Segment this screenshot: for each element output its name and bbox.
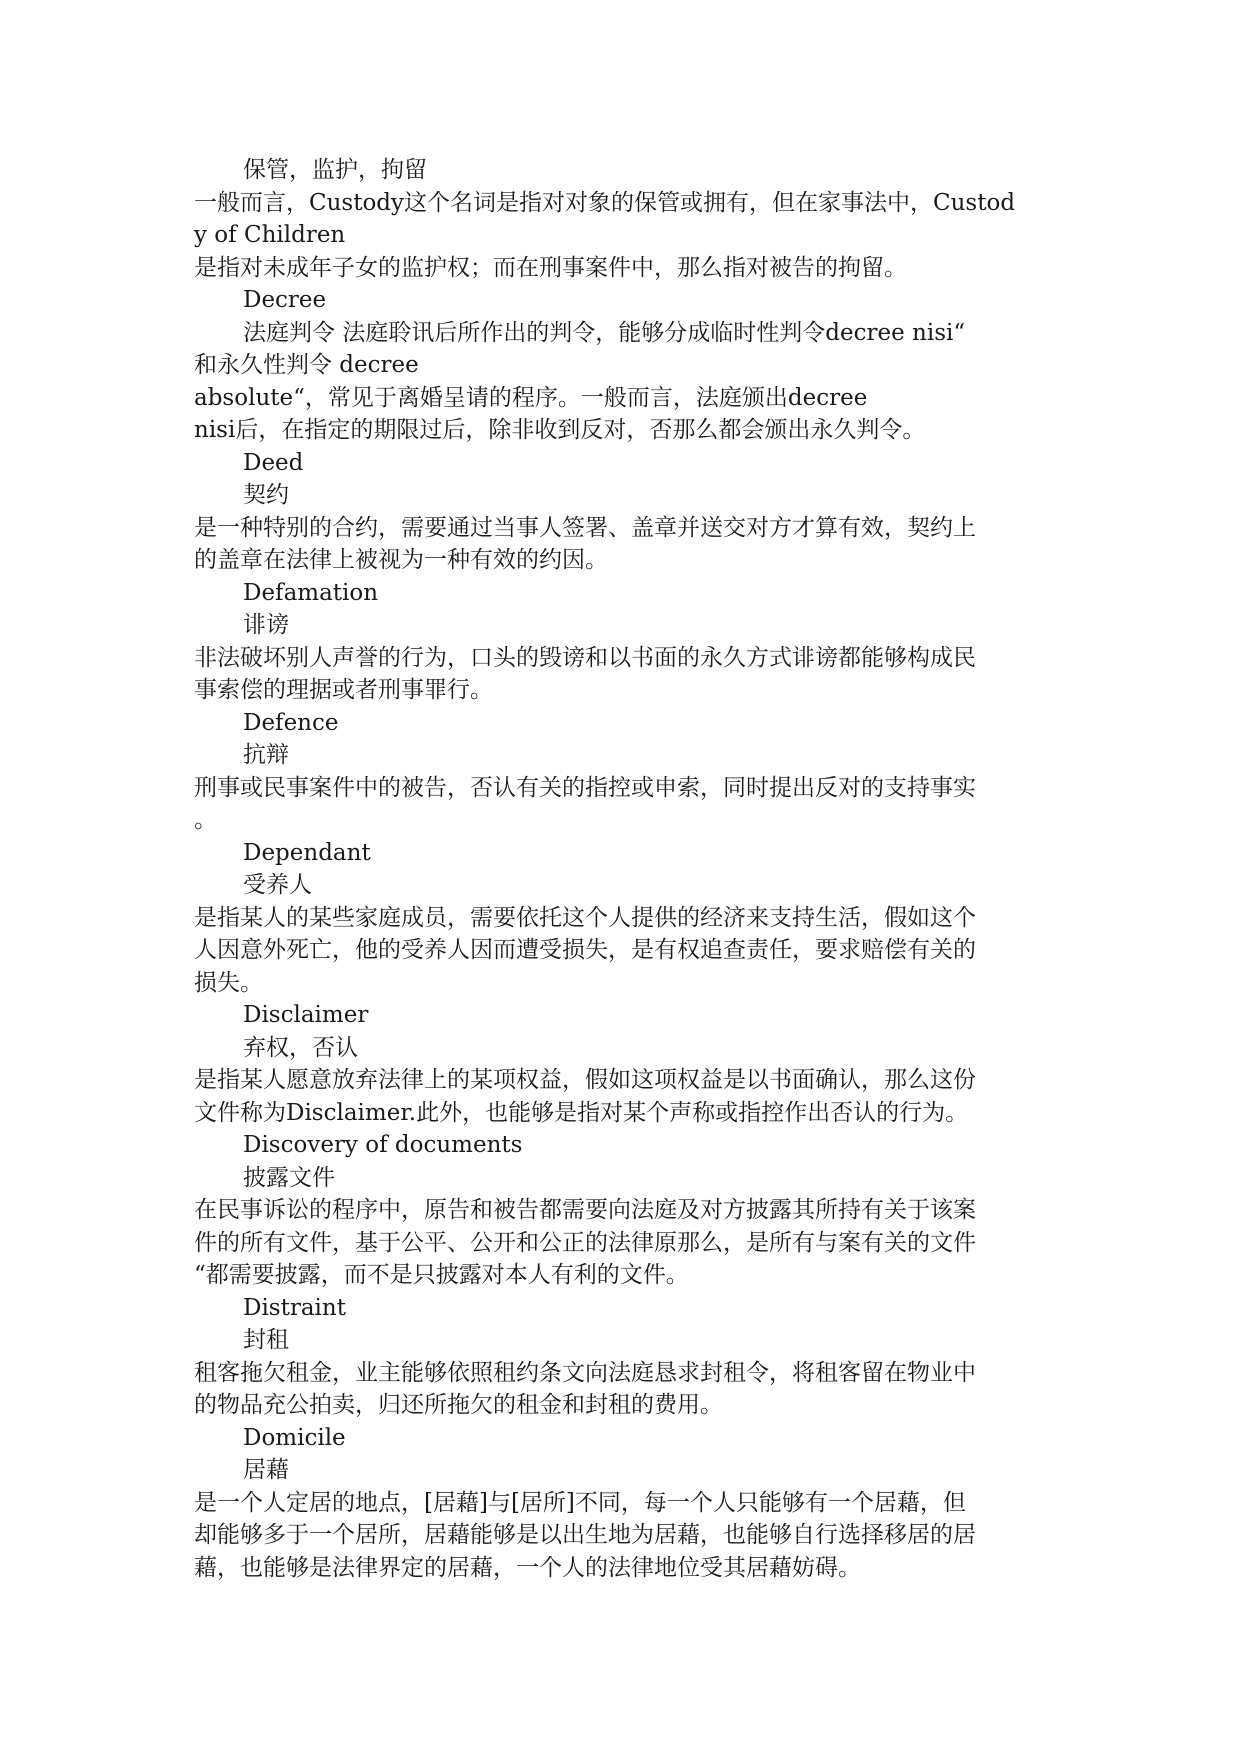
heading-line: Disclaimer	[243, 1002, 369, 1028]
body-text-line: 是一个人定居的地点，[居藉]与[居所]不同，每一个人只能够有一个居藉，但	[194, 1489, 966, 1516]
body-text-line: 藉，也能够是法律界定的居藉，一个人的法律地位受其居藉妨碍。	[194, 1554, 861, 1581]
heading-line: 法庭判令 法庭聆讯后所作出的判令，能够分成临时性判令decree nisi“	[243, 319, 966, 346]
body-text-line: 件的所有文件，基于公平、公开和公正的法律原那么，是所有与案有关的文件	[194, 1229, 976, 1256]
body-text-line: 非法破坏别人声誉的行为，口头的毁谤和以书面的永久方式诽谤都能够构成民	[194, 644, 976, 671]
body-text-line: 和永久性判令 decree	[194, 352, 419, 378]
body-text-line: “都需要披露，而不是只披露对本人有利的文件。	[194, 1262, 689, 1288]
heading-line: 诽谤	[243, 612, 289, 638]
heading-line: 居藉	[243, 1457, 289, 1483]
body-text-line: 是指某人的某些家庭成员，需要依托这个人提供的经济来支持生活，假如这个	[194, 904, 976, 931]
body-text-line: 刑事或民事案件中的被告，否认有关的指控或申索，同时提出反对的支持事实	[194, 774, 976, 801]
heading-line: 受养人	[243, 872, 312, 898]
body-text-line: absolute“，常见于离婚呈请的程序。一般而言，法庭颁出decree	[194, 384, 868, 411]
body-text-line: 文件称为Disclaimer.此外，也能够是指对某个声称或指控作出否认的行为。	[194, 1099, 969, 1126]
document-body	[194, 154, 1054, 1584]
heading-line: 保管，监护，拘留	[243, 157, 427, 183]
heading-line: Domicile	[243, 1424, 346, 1451]
heading-line: 弃权，否认	[243, 1034, 358, 1061]
body-text-line: y of Children	[194, 222, 346, 248]
body-text-line: 的物品充公拍卖，归还所拖欠的租金和封租的费用。	[194, 1392, 723, 1418]
heading-line: 抗辩	[243, 742, 289, 768]
body-text-line: nisi后，在指定的期限过后，除非收到反对，否那么都会颁出永久判令。	[194, 417, 926, 443]
heading-line: 披露文件	[243, 1164, 335, 1191]
body-text-line: 是指某人愿意放弃法律上的某项权益，假如这项权益是以书面确认，那么这份	[194, 1067, 976, 1093]
body-text-line: 租客拖欠租金，业主能够依照租约条文向法庭恳求封租令，将租客留在物业中	[194, 1359, 976, 1386]
heading-line: 封租	[243, 1327, 289, 1353]
heading-line: Defamation	[243, 579, 379, 606]
body-text-line: 损失。	[194, 969, 263, 996]
body-text-line: 却能够多于一个居所，居藉能够是以出生地为居藉，也能够自行选择移居的居	[194, 1522, 976, 1548]
body-text-line: 是指对未成年子女的监护权；而在刑事案件中，那么指对被告的拘留。	[194, 254, 907, 281]
heading-line: Discovery of documents	[243, 1132, 523, 1158]
heading-line: Distraint	[243, 1294, 346, 1321]
body-text-line: 的盖章在法律上被视为一种有效的约因。	[194, 547, 608, 573]
heading-line: Decree	[243, 287, 327, 313]
body-text-line: 。	[194, 807, 217, 833]
body-text-line: 人因意外死亡，他的受养人因而遭受损失，是有权追查责任，要求赔偿有关的	[194, 937, 976, 963]
body-text-line: 事索偿的理据或者刑事罪行。	[194, 677, 493, 703]
heading-line: Deed	[243, 449, 304, 476]
body-text-line: 是一种特别的合约，需要通过当事人签署、盖章并送交对方才算有效，契约上	[194, 514, 976, 541]
heading-line: Defence	[243, 709, 339, 736]
body-text-line: 在民事诉讼的程序中，原告和被告都需要向法庭及对方披露其所持有关于该案	[194, 1197, 976, 1223]
body-text-line: 一般而言，Custody这个名词是指对对象的保管或拥有，但在家事法中，Custod	[194, 189, 1016, 216]
heading-line: Dependant	[243, 839, 371, 866]
heading-line: 契约	[243, 482, 289, 508]
